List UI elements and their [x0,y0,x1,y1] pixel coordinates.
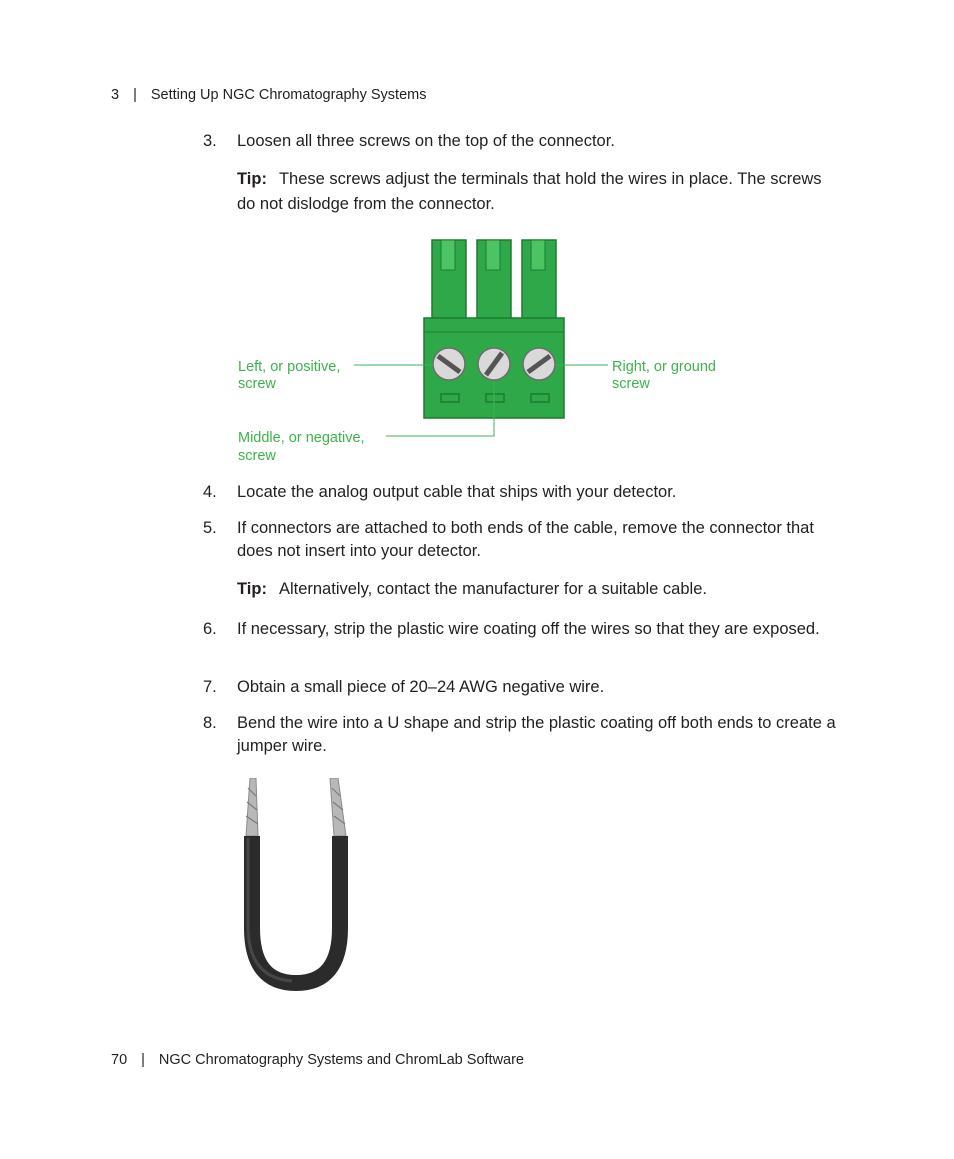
label-left-line2: screw [238,376,276,392]
screw-left [433,348,465,380]
label-middle-line2: screw [238,448,276,464]
step-text: Obtain a small piece of 20–24 AWG negative wire. [237,678,605,696]
header-separator: | [133,87,137,103]
tip-label: Tip: [237,170,267,188]
footer-separator: | [141,1052,145,1068]
page-number: 70 [111,1052,128,1068]
step-text: Bend the wire into a U shape and strip the plastic coating off both ends to create a jumper wire. [237,714,836,755]
running-header [111,87,426,103]
step-number: 5. [203,519,217,537]
step-number: 8. [203,714,217,732]
step-number: 3. [203,132,217,150]
running-footer [111,1052,524,1068]
connector-prongs [432,240,556,324]
step-text: Loosen all three screws on the top of the connector. [237,132,615,150]
wire-insulation [252,836,340,983]
screw-middle [478,348,510,380]
step-text: Locate the analog output cable that ships with your detector. [237,483,677,501]
jumper-wire-figure [232,778,362,993]
step-number: 7. [203,678,217,696]
step-number: 4. [203,483,217,501]
label-left-line1: Left, or positive, [238,359,341,375]
wire-stripped-ends [246,778,346,836]
step-text: If necessary, strip the plastic wire coating off the wires so that they are exposed. [237,620,820,638]
tip-label: Tip: [237,580,267,598]
tip-1 [237,167,837,217]
step-number: 6. [203,620,217,638]
tip-2 [237,577,837,602]
tip-text: Alternatively, contact the manufacturer for a suitable cable. [278,580,707,598]
tip-text: These screws adjust the terminals that hold the wires in place. The screws do not dislodge from the connector. [237,170,822,213]
label-middle-line1: Middle, or negative, [238,430,365,446]
step-text: If connectors are attached to both ends of the cable, remove the connector that does not insert into your detector. [237,519,814,560]
label-right-line1: Right, or ground [612,359,716,375]
label-right-line2: screw [612,376,650,392]
screw-right [523,348,555,380]
book-title: NGC Chromatography Systems and ChromLab Software [158,1052,524,1068]
connector-figure [236,236,746,468]
chapter-number: 3 [111,87,120,103]
chapter-title: Setting Up NGC Chromatography Systems [150,87,427,103]
